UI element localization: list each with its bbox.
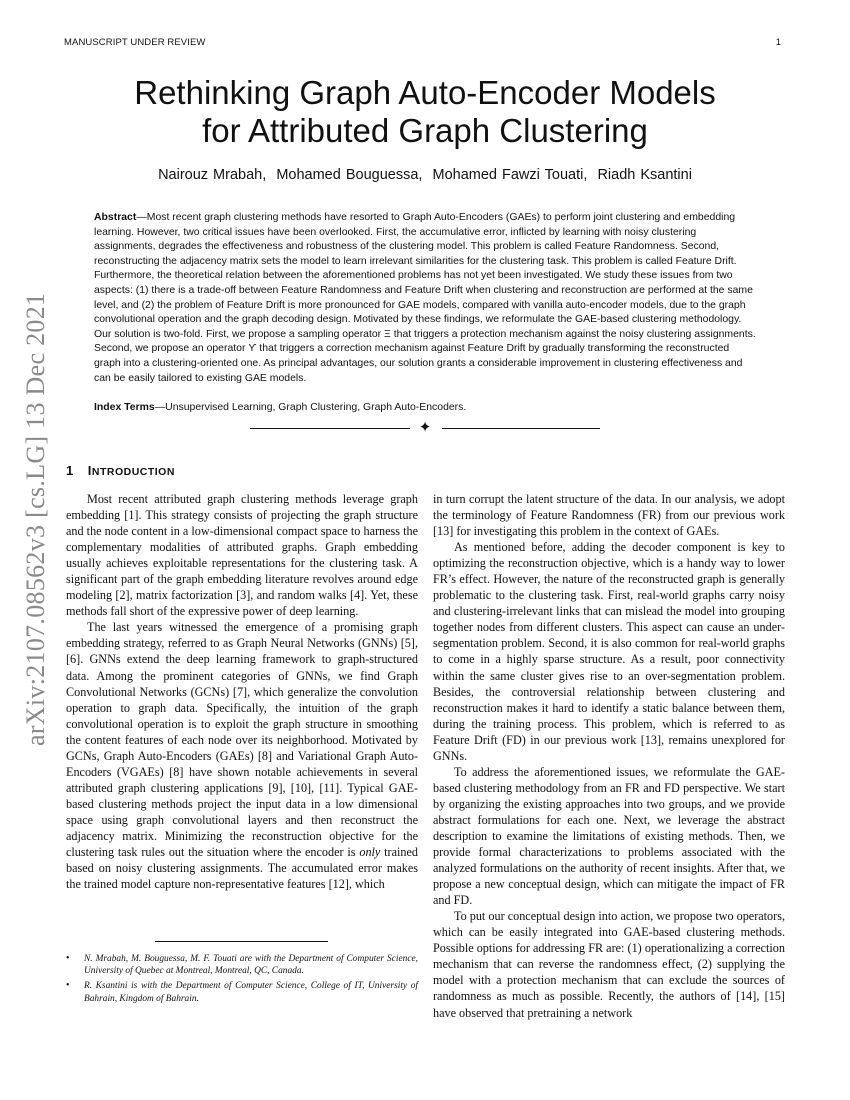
paragraph: To put our conceptual design into action, we propose two operators, which can be easily integrated into GAE-based clustering methods. Possible options for addressing FR are: (1) operationalizing a correction mechanism that can reverse the randomness effect, (2) supplying the model with a protection mechanism that can exclude the sources of randomness as much as possible. Recently, the authors of [14], [15] have observed that pretraining a network	[433, 909, 785, 1020]
paragraph: Most recent attributed graph clustering methods leverage graph embedding [1]. This strategy consists of projecting the graph structure and the node content in a low-dimensional compact space to harness the complementary modalities of attributed graphs. Graph embedding usually achieves exploitable representations for the clustering task. A significant part of the graph embedding literature revolves around edge modeling [2], matrix factorization [3], and random walks [4]. Yet, these methods fall short of the expressive power of deep learning.	[66, 492, 418, 619]
footnote-rule	[155, 941, 328, 942]
title-line-2: for Attributed Graph Clustering	[202, 112, 648, 149]
section-title-initial: I	[87, 463, 92, 478]
author-name: , Riadh Ksantini	[583, 167, 692, 183]
section-title-rest: NTRODUCTION	[91, 466, 175, 478]
section-divider	[250, 419, 600, 439]
paragraph-text: The last years witnessed the emergence of a promising graph embedding strategy, referred to as Graph Neural Networks (GNNs) [5], [6]. GNNs extend the deep learning framework to graph-structured data. Among the prominent categories of GNNs, we find Graph Convolutional Networks (GCNs) [7], which generalize the convolution operation to graph data. Specifically, the intuition of the graph convolutional operation is to exploit the graph structure in smoothing the content features of each node over its neighborhood. Motivated by GCNs, Graph Auto-Encoders (GAEs) [8] and Variational Graph Auto-Encoders (VGAEs) [8] have shown notable achievements in several attributed graph clustering applications [9], [10], [11]. Typical GAE-based clustering methods project the input data in a low dimensional space using graph convolutional layers and then reconstruct the adjacency matrix. Minimizing the reconstruction objective for the clustering task rules out the situation where the encoder is	[66, 620, 418, 860]
author-name: , Mohamed Fawzi Touati	[418, 167, 583, 183]
abstract-text: —Most recent graph clustering methods have resorted to Graph Auto-Encoders (GAEs) to perform joint clustering and embedding learning. However, two critical issues have been overlooked. First, the accumulative error, inflicted by learning with noisy clustering assignments, degrades the effectiveness and robustness of the clustering model. This problem is called Feature Randomness. Second, reconstructing the adjacency matrix sets the model to learn irrelevant similarities for the clustering task. This problem is called Feature Drift. Furthermore, the theoretical relation between the aforementioned problems has not yet been investigated. We study these issues from two aspects: (1) there is a trade-off between Feature Randomness and Feature Drift when clustering and reconstruction are performed at the same level, and (2) the problem of Feature Drift is more pronounced for GAE models, compared with vanilla auto-encoder models, due to the graph convolutional operation and the graph decoding design. Motivated by these findings, we reformulate the GAE-based clustering methodology. Our solution is two-fold. First, we propose a sampling operator Ξ that triggers a protection mechanism against the noisy clustering assignments. Second, we propose an operator ϒ that triggers a correction mechanism against Feature Drift by gradually transforming the reconstructed graph into a clustering-oriented one. As principal advantages, our solution grants a considerable improvement in clustering effectiveness and can be easily tailored to existing GAE models.	[94, 212, 756, 384]
title-line-1: Rethinking Graph Auto-Encoder Models	[134, 74, 716, 111]
affiliation-footnotes	[66, 953, 418, 1008]
paragraph: To address the aforementioned issues, we reformulate the GAE-based clustering methodology from an FR and FD perspective. We start by organizing the existing approaches into two groups, and we provide abstract formulations for each one. Next, we leverage the abstract description to examine the limitations of existing methods. Then, we provide formal characterizations to problems associated with the analyzed formulations on the authority of recent insights. After that, we propose a new conceptual design, which can mitigate the impact of FR and FD.	[433, 764, 785, 908]
left-column	[66, 491, 418, 892]
paper-title	[60, 74, 790, 150]
emphasis: only	[359, 845, 381, 860]
author-name: , Mohamed Bouguessa	[262, 167, 418, 183]
author-name: Nairouz Mrabah	[158, 167, 263, 183]
index-terms-text: —Unsupervised Learning, Graph Clustering, Graph Auto-Encoders.	[154, 402, 467, 413]
paragraph: As mentioned before, adding the decoder component is key to optimizing the reconstruction objective, which is a handy way to lower FR’s effect. However, the nature of the reconstructed graph is generally problematic to the clustering task. First, real-world graphs carry noisy and clustering-irrelevant links that can mislead the model into grouping together nodes from different clusters. This aspect can cause an under-segmentation problem. Second, it is also common for real-world graphs to come in a highly sparse structure. As a result, poor connectivity within the same cluster gives rise to an over-segmentation problem. Besides, the controversial relationship between clustering and reconstruction makes it hard to identify a static balance between them, during the training process. This problem, which is referred to as Feature Drift (FD) in our previous work [13], remains unexplored for GNNs.	[433, 540, 785, 763]
section-heading-introduction	[66, 463, 175, 478]
page-number: 1	[775, 37, 781, 48]
divider-line-left	[250, 428, 410, 429]
paragraph-text: trained based on noisy clustering assignments. The accumulated error makes the trained model capture non-representative features [12], which	[66, 845, 418, 892]
abstract	[94, 211, 758, 386]
section-number: 1	[66, 463, 74, 478]
divider-diamond-icon: ✦	[418, 420, 432, 436]
author-list	[60, 167, 790, 183]
index-terms	[94, 401, 758, 415]
abstract-label: Abstract	[94, 212, 137, 223]
footnote-item: • N. Mrabah, M. Bouguessa, M. F. Touati are with the Department of Computer Science, University of Quebec at Montreal, Montreal, QC, Canada.	[66, 953, 418, 977]
divider-line-right	[442, 428, 600, 429]
footnote-item: • R. Ksantini is with the Department of Computer Science, College of IT, University of Bahrain, Kingdom of Bahrain.	[66, 980, 418, 1004]
running-header: MANUSCRIPT UNDER REVIEW	[64, 37, 206, 48]
right-column	[433, 491, 785, 1021]
paragraph: in turn corrupt the latent structure of the data. In our analysis, we adopt the terminology of Feature Randomness (FR) from our previous work [13] for investigating this problem in the context of GAEs.	[433, 492, 785, 539]
paragraph	[66, 619, 418, 892]
index-terms-label: Index Terms	[94, 402, 155, 413]
arxiv-identifier-stamp: arXiv:2107.08562v3 [cs.LG] 13 Dec 2021	[21, 292, 50, 746]
